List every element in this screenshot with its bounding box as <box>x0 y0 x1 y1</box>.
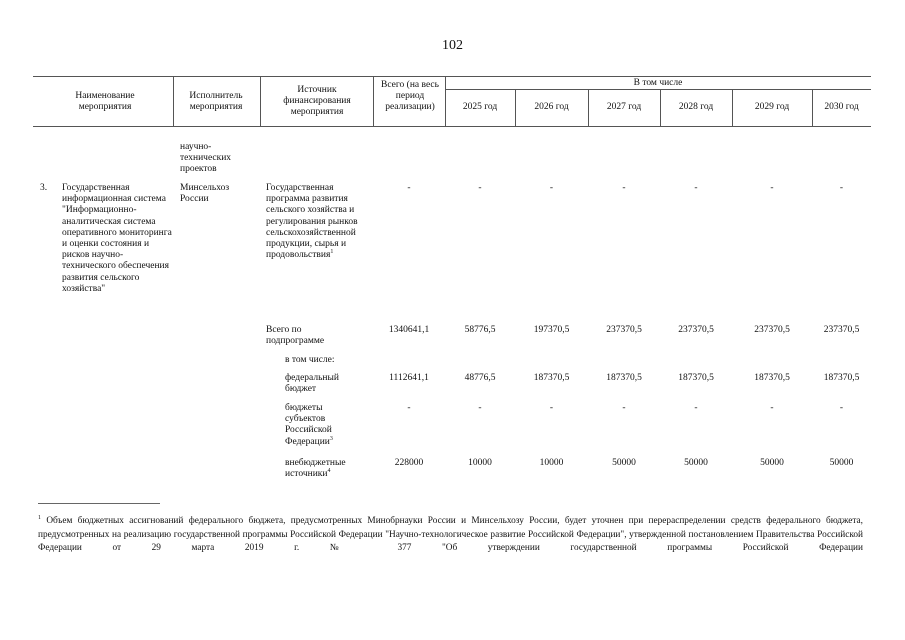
regional-year-value: - <box>478 403 482 413</box>
subprogram-year-value: 237370,5 <box>823 325 860 335</box>
regional-budgets-label <box>285 403 347 448</box>
item-total: - <box>407 183 411 193</box>
federal-year-value: 187370,5 <box>606 373 642 383</box>
regional-year-value: - <box>839 403 844 413</box>
regional-budgets-text: бюджеты субъектов Российской Федерации <box>285 403 332 447</box>
item-year-value: - <box>770 183 774 193</box>
federal-year-value: 187370,5 <box>823 373 860 383</box>
item-number: 3. <box>40 183 48 193</box>
including-label: в том числе: <box>285 355 335 365</box>
extrabudgetary-year-value: 50000 <box>612 458 636 468</box>
extrabudgetary-footnote-mark: 4 <box>327 468 331 475</box>
header-source: Источник финансирования мероприятия <box>283 85 351 117</box>
header-including: В том числе <box>633 78 683 88</box>
regional-year-value: - <box>549 403 554 413</box>
subprogram-total: 1340641,1 <box>388 325 430 335</box>
item-year-value: - <box>478 183 482 193</box>
header-year: 2028 год <box>678 102 714 112</box>
regional-year-value: - <box>694 403 698 413</box>
col-divider <box>373 76 374 126</box>
subprogram-year-value: 237370,5 <box>678 325 714 335</box>
extrabudgetary-year-value: 10000 <box>539 458 564 468</box>
regional-year-value: - <box>622 403 626 413</box>
extrabudgetary-text: внебюджетные источники <box>285 458 346 480</box>
extrabudgetary-year-value: 10000 <box>468 458 492 468</box>
regional-footnote-mark: 3 <box>329 435 333 442</box>
item-source-footnote-mark: 1 <box>330 249 334 256</box>
item-year-value: - <box>549 183 554 193</box>
table-top-border <box>33 76 871 77</box>
regional-year-value: - <box>770 403 774 413</box>
header-year: 2029 год <box>754 102 790 112</box>
item-year-value: - <box>622 183 626 193</box>
item-year-value: - <box>694 183 698 193</box>
col-divider <box>173 76 174 126</box>
footnote-text: Объем бюджетных ассигнований федерального бюджета, предусмотренных Минобрнауки России и Минсельхозу России, будет уточнен при перераспределении средств федерального бюджета, предусмотренных на реализацию государственной программы Российской Федерации "Научно-технологическое развитие Российской Федерации", утвержденной постановлением Правительства Российской Федерации от 29 марта 2019 г. № 377 "Об утверждении государственной программы Российской Федерации <box>38 516 863 554</box>
extrabudgetary-year-value: 50000 <box>829 458 854 468</box>
subprogram-year-value: 58776,5 <box>464 325 496 335</box>
col-divider <box>260 76 261 126</box>
extrabudgetary-label <box>285 458 361 480</box>
page-number: 102 <box>442 38 463 53</box>
federal-year-value: 187370,5 <box>754 373 790 383</box>
extrabudgetary-total: 228000 <box>394 458 424 468</box>
footnote-separator <box>38 503 160 504</box>
header-year: 2026 год <box>534 102 569 112</box>
extrabudgetary-year-value: 50000 <box>684 458 708 468</box>
federal-year-value: 187370,5 <box>533 373 570 383</box>
subprogram-year-value: 237370,5 <box>754 325 790 335</box>
federal-year-value: 48776,5 <box>464 373 496 383</box>
header-year: 2030 год <box>824 102 859 112</box>
footnote <box>38 515 863 556</box>
federal-total: 1112641,1 <box>389 373 429 383</box>
federal-year-value: 187370,5 <box>678 373 714 383</box>
item-name: Государственная информационная система "Информационно-аналитическая система оперативного мониторинга и оценки состояния и рисков научно-технического обеспечения развития сельского хозяйства" <box>62 183 172 294</box>
header-executor: Исполнитель мероприятия <box>189 91 243 112</box>
year-header-divider <box>445 89 871 90</box>
header-name: Наименование мероприятия <box>75 91 135 112</box>
item-source <box>266 183 370 261</box>
footnote-mark: 1 <box>38 514 41 521</box>
subprogram-year-value: 197370,5 <box>533 325 570 335</box>
item-year-value: - <box>839 183 844 193</box>
federal-budget-label: федеральный бюджет <box>285 373 339 395</box>
subprogram-label: Всего по подпрограмме <box>266 325 325 347</box>
continued-executor-text: научно-технических проектов <box>180 142 232 175</box>
regional-total: - <box>407 403 411 413</box>
item-executor: Минсельхоз России <box>180 183 230 205</box>
header-bottom-border <box>33 126 871 127</box>
subprogram-year-value: 237370,5 <box>606 325 642 335</box>
header-year: 2025 год <box>462 102 498 112</box>
header-total: Всего (на весь период реализации) <box>381 80 439 112</box>
item-source-text: Государственная программа развития сельского хозяйства и регулирования рынков сельскохозяйственной продукции, сырья и продовольствия <box>266 183 358 261</box>
header-year: 2027 год <box>606 102 642 112</box>
extrabudgetary-year-value: 50000 <box>760 458 784 468</box>
